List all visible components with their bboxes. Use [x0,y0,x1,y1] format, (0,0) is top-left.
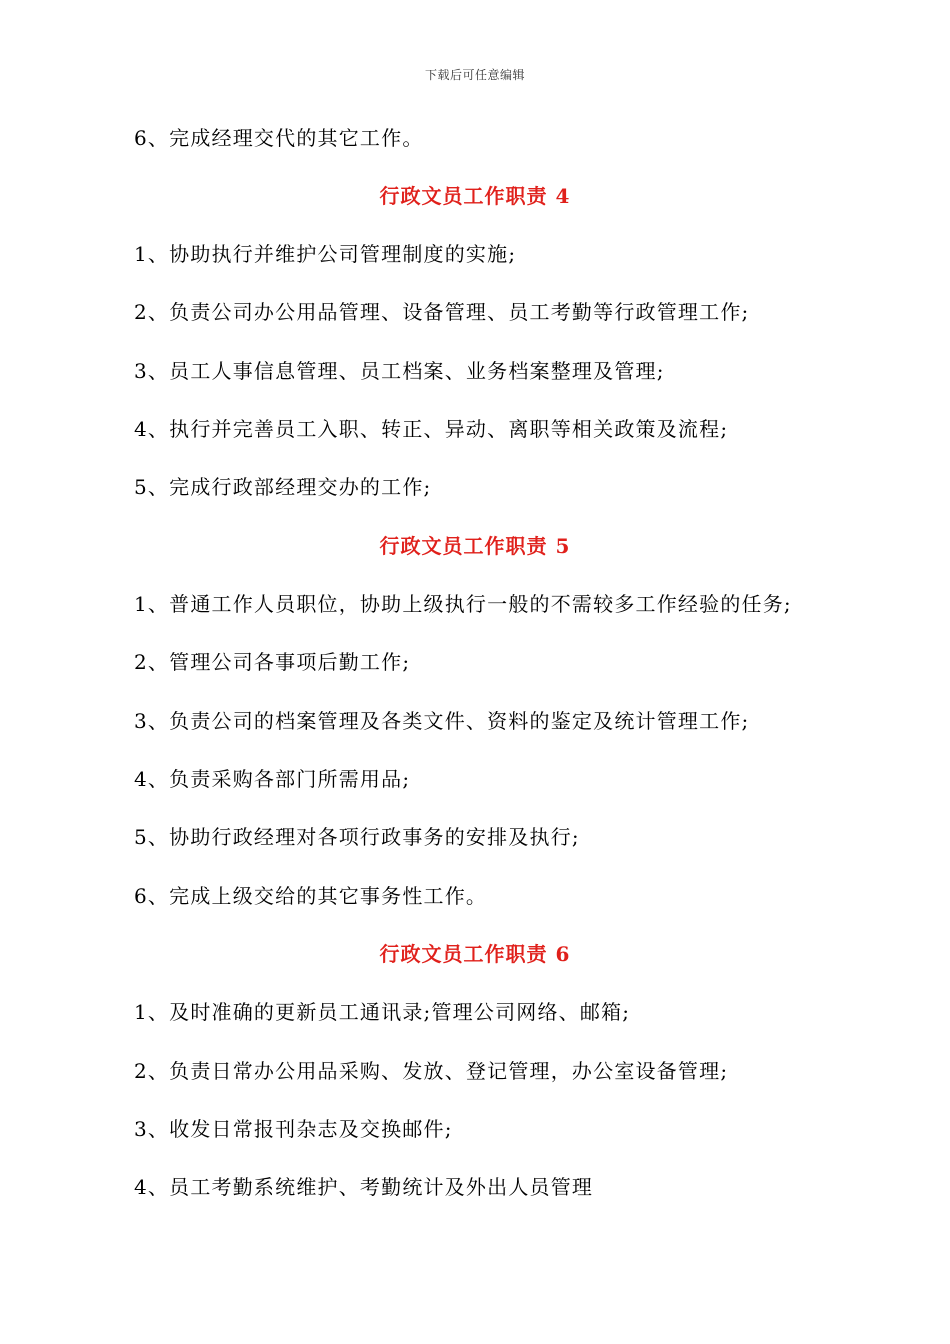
list-item: 5、完成行政部经理交办的工作; [134,475,432,499]
list-item: 5、协助行政经理对各项行政事务的安排及执行; [134,825,580,849]
list-item: 6、完成经理交代的其它工作。 [134,126,424,150]
list-item: 4、执行并完善员工入职、转正、异动、离职等相关政策及流程; [134,417,729,441]
list-item: 1、普通工作人员职位，协助上级执行一般的不需较多工作经验的任务; [134,592,792,616]
list-item: 1、及时准确的更新员工通讯录;管理公司网络、邮箱; [134,1000,631,1024]
list-item: 6、完成上级交给的其它事务性工作。 [134,884,488,908]
list-item: 3、员工人事信息管理、员工档案、业务档案整理及管理; [134,359,665,383]
list-item: 3、负责公司的档案管理及各类文件、资料的鉴定及统计管理工作; [134,709,750,733]
section-heading: 行政文员工作职责 6 [379,942,571,966]
page-header: 下载后可任意编辑 [424,68,525,82]
section-heading: 行政文员工作职责 4 [379,184,571,208]
list-item: 3、收发日常报刊杂志及交换邮件; [134,1117,453,1141]
list-item: 2、负责日常办公用品采购、发放、登记管理，办公室设备管理; [134,1059,729,1083]
list-item: 2、负责公司办公用品管理、设备管理、员工考勤等行政管理工作; [134,300,750,324]
section-heading: 行政文员工作职责 5 [379,534,571,558]
list-item: 4、员工考勤系统维护、考勤统计及外出人员管理 [134,1175,594,1199]
list-item: 2、管理公司各事项后勤工作; [134,650,411,674]
list-item: 1、协助执行并维护公司管理制度的实施; [134,242,517,266]
list-item: 4、负责采购各部门所需用品; [134,767,411,791]
